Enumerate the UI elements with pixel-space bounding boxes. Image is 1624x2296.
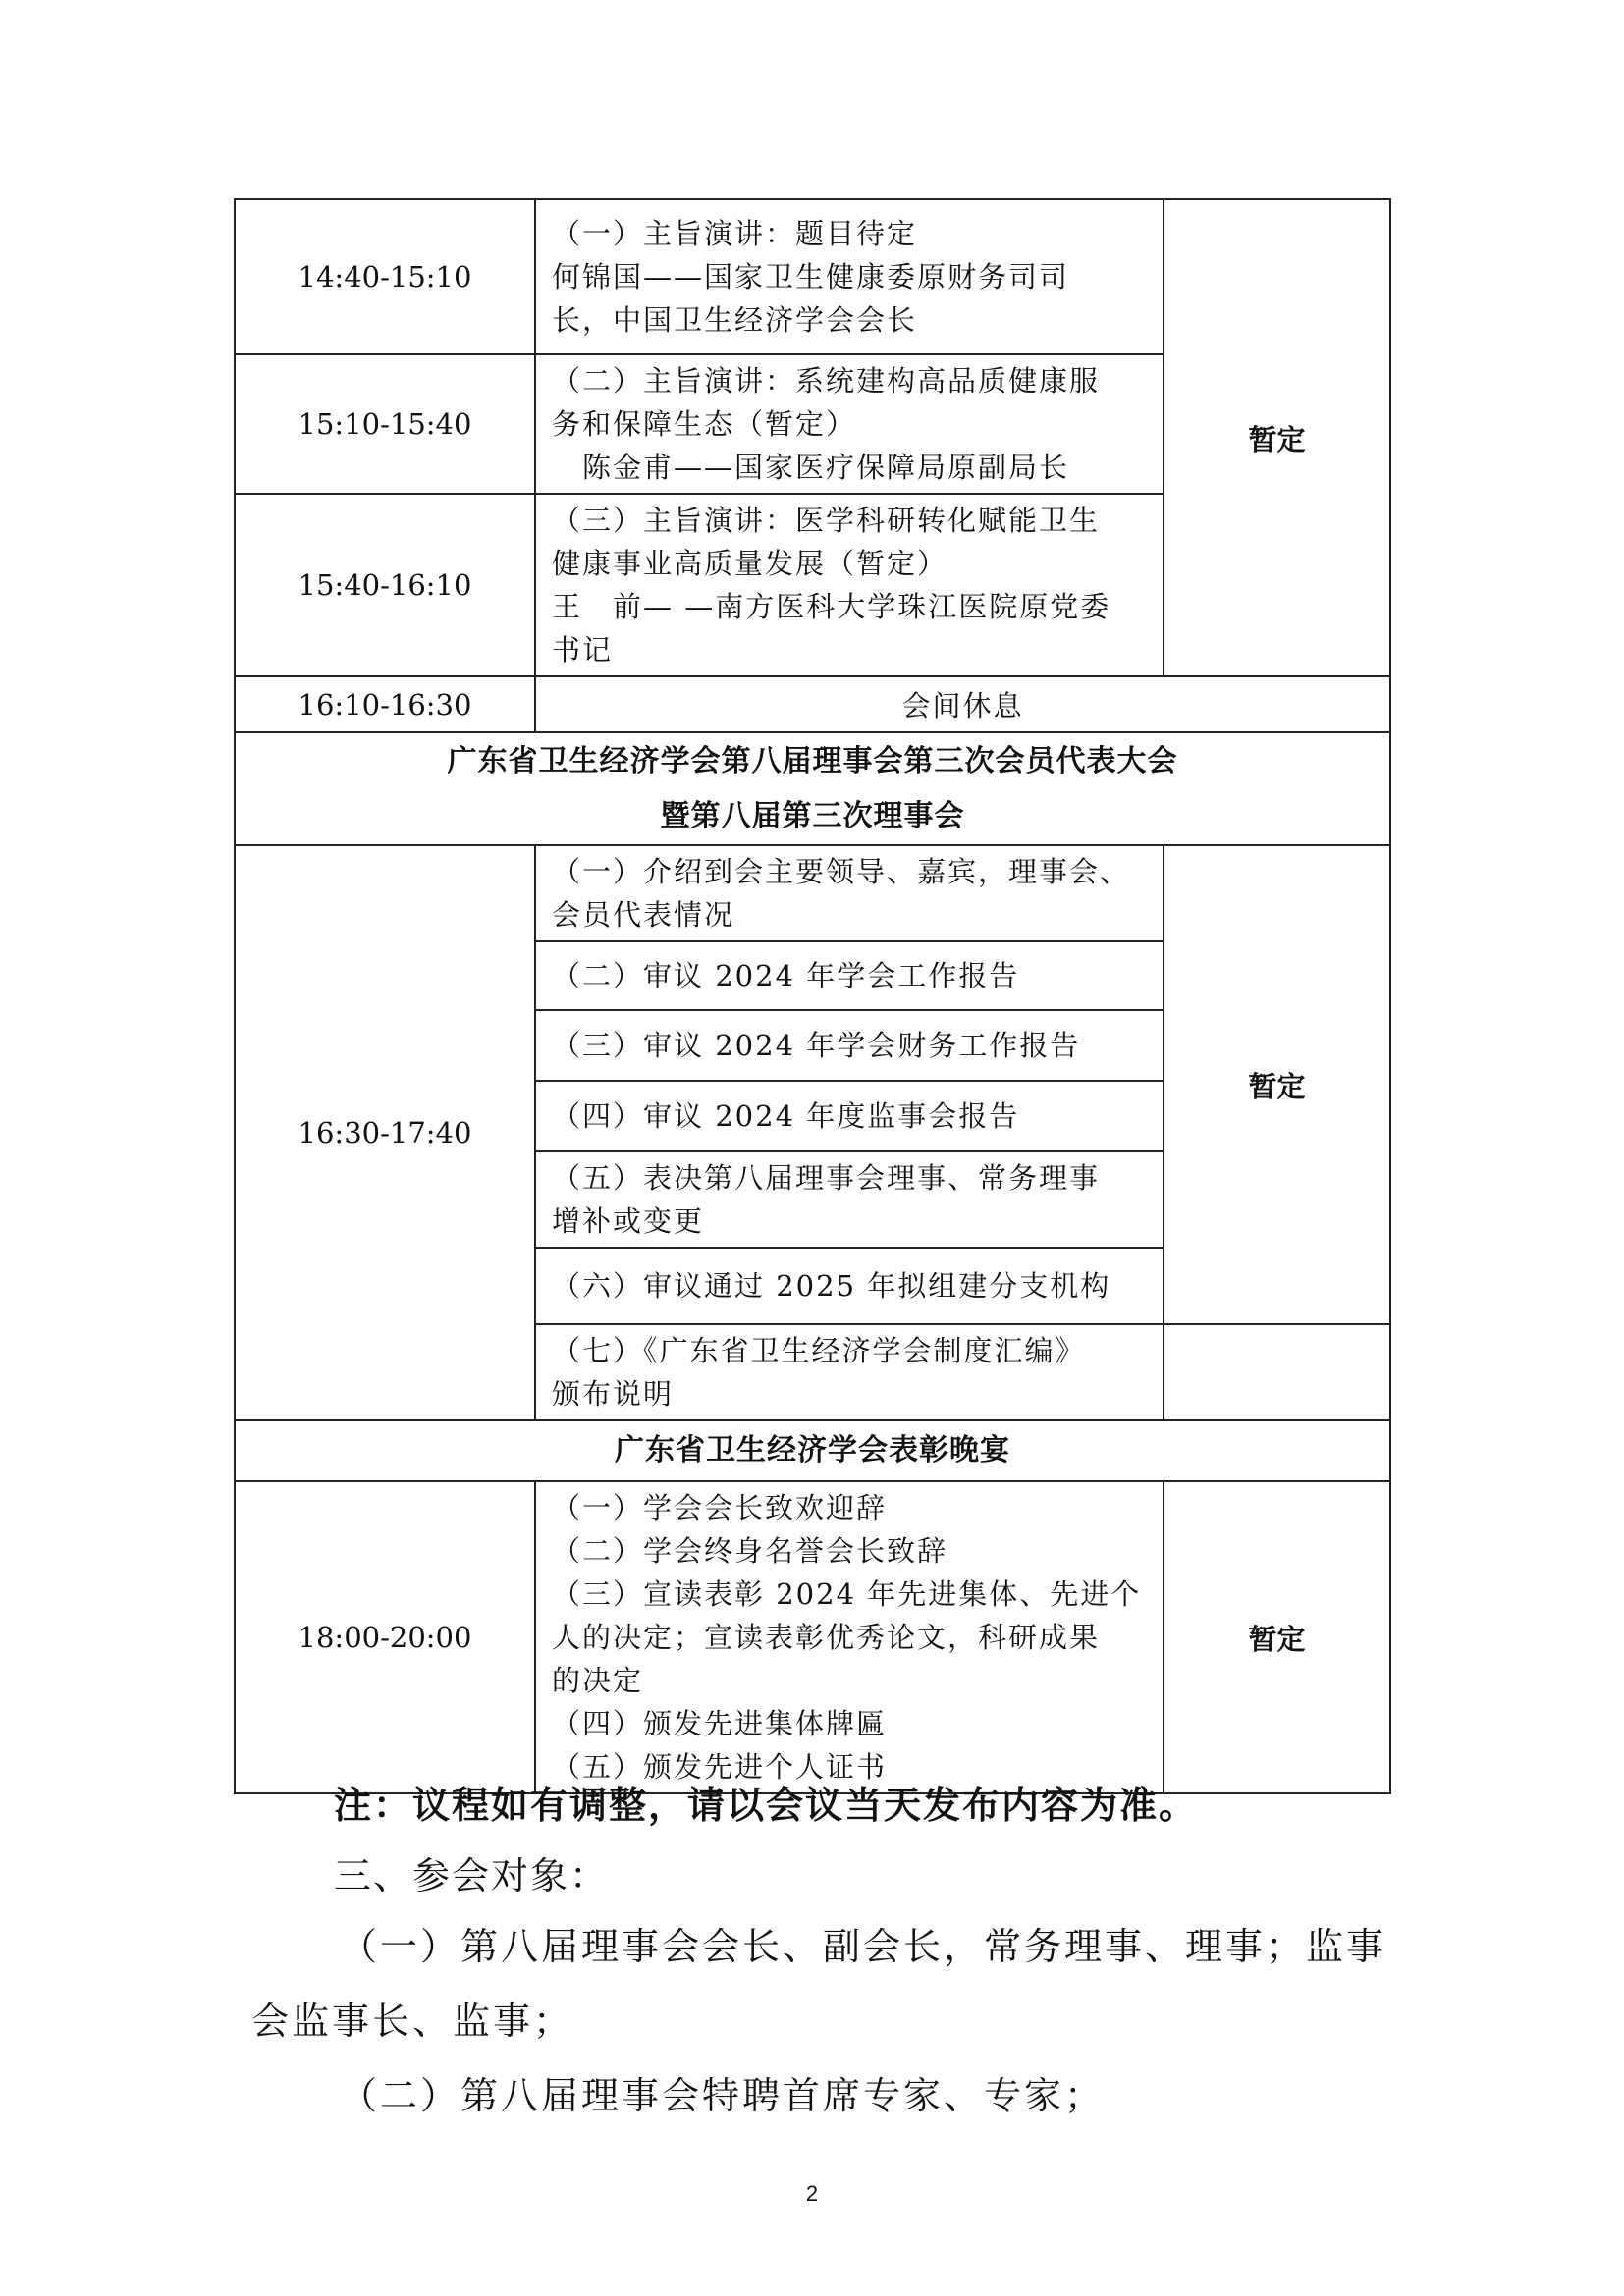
content-line: （二）主旨演讲：系统建构高品质健康服 [552,364,1101,398]
agenda-note: 注：议程如有调整，请以会议当天发布内容为准。 [334,1784,1199,1827]
time-cell: 16:10-16:30 [235,676,535,732]
section-title: 广东省卫生经济学会表彰晚宴 [235,1420,1390,1481]
content-line: 陈金甫——国家医疗保障局原副局长 [552,451,1070,484]
content-cell [535,845,1164,941]
time-cell: 16:30-17:40 [235,845,535,1420]
content-cell [535,1010,1164,1081]
content-line: （一）介绍到会主要领导、嘉宾，理事会、 [552,855,1131,888]
content-line: 人的决定；宣读表彰优秀论文，科研成果 [552,1621,1101,1654]
content-cell [535,199,1164,354]
empty-cell [1164,1324,1390,1420]
section-title [235,732,1390,845]
time-cell: 18:00-20:00 [235,1481,535,1793]
content-line: （四）审议 2024 年度监事会报告 [552,1099,1020,1133]
content-line: 务和保障生态（暂定） [552,407,857,441]
content-line: （三）宣读表彰 2024 年先进集体、先进个 [552,1577,1142,1611]
section-title-line: 暨第八届第三次理事会 [660,798,965,833]
content-line: （六）审议通过 2025 年拟组建分支机构 [552,1269,1111,1303]
content-line: 颁布说明 [552,1377,675,1411]
agenda-row [235,1481,1390,1793]
content-line: 的决定 [552,1664,644,1697]
section-row [235,732,1390,845]
note-cell: 暂定 [1164,845,1390,1324]
content-cell [535,494,1164,676]
content-line: 长，中国卫生经济学会会长 [552,303,918,337]
content-line: （一）学会会长致欢迎辞 [552,1491,888,1524]
content-cell [535,1081,1164,1151]
content-line: （一）主旨演讲：题目待定 [552,217,918,250]
break-text: 会间休息 [535,676,1390,732]
content-cell [535,354,1164,494]
content-line: 会员代表情况 [552,898,735,932]
time-cell: 14:40-15:10 [235,199,535,354]
note-cell: 暂定 [1164,199,1390,676]
section-title-line: 广东省卫生经济学会第八届理事会第三次会员代表大会 [447,743,1178,778]
time-cell: 15:40-16:10 [235,494,535,676]
paragraph: （一）第八届理事会会长、副会长，常务理事、理事；监事会监事长、监事； [251,1925,1387,2043]
section-row [235,1420,1390,1481]
content-line: 何锦国——国家卫生健康委原财务司司 [552,260,1070,294]
content-line: （七）《广东省卫生经济学会制度汇编》 [552,1334,1086,1367]
content-cell [535,1151,1164,1248]
content-cell [535,1248,1164,1324]
content-line: （二）审议 2024 年学会工作报告 [552,959,1020,992]
content-line: （二）学会终身名誉会长致辞 [552,1534,948,1568]
section-heading: 三、参会对象： [334,1854,610,1897]
content-line: 健康事业高质量发展（暂定） [552,547,948,580]
paragraph: （二）第八届理事会特聘首席专家、专家； [340,2074,1106,2117]
content-line: 书记 [552,633,614,667]
content-line: 增补或变更 [552,1204,705,1238]
content-line: （五）颁发先进个人证书 [552,1750,888,1784]
note-cell: 暂定 [1164,1481,1390,1793]
agenda-table [234,198,1391,1794]
agenda-row [235,199,1390,354]
content-line: 王 前— —南方医科大学珠江医院原党委 [552,590,1111,623]
agenda-row [235,845,1390,941]
content-line: （三）主旨演讲：医学科研转化赋能卫生 [552,504,1101,537]
break-row [235,676,1390,732]
page-number: 2 [805,2181,819,2206]
content-line: （四）颁发先进集体牌匾 [552,1707,888,1740]
content-line: （五）表决第八届理事会理事、常务理事 [552,1161,1101,1195]
time-cell: 15:10-15:40 [235,354,535,494]
content-cell [535,1481,1164,1793]
content-cell [535,941,1164,1010]
content-line: （三）审议 2024 年学会财务工作报告 [552,1029,1081,1062]
content-cell [535,1324,1164,1420]
